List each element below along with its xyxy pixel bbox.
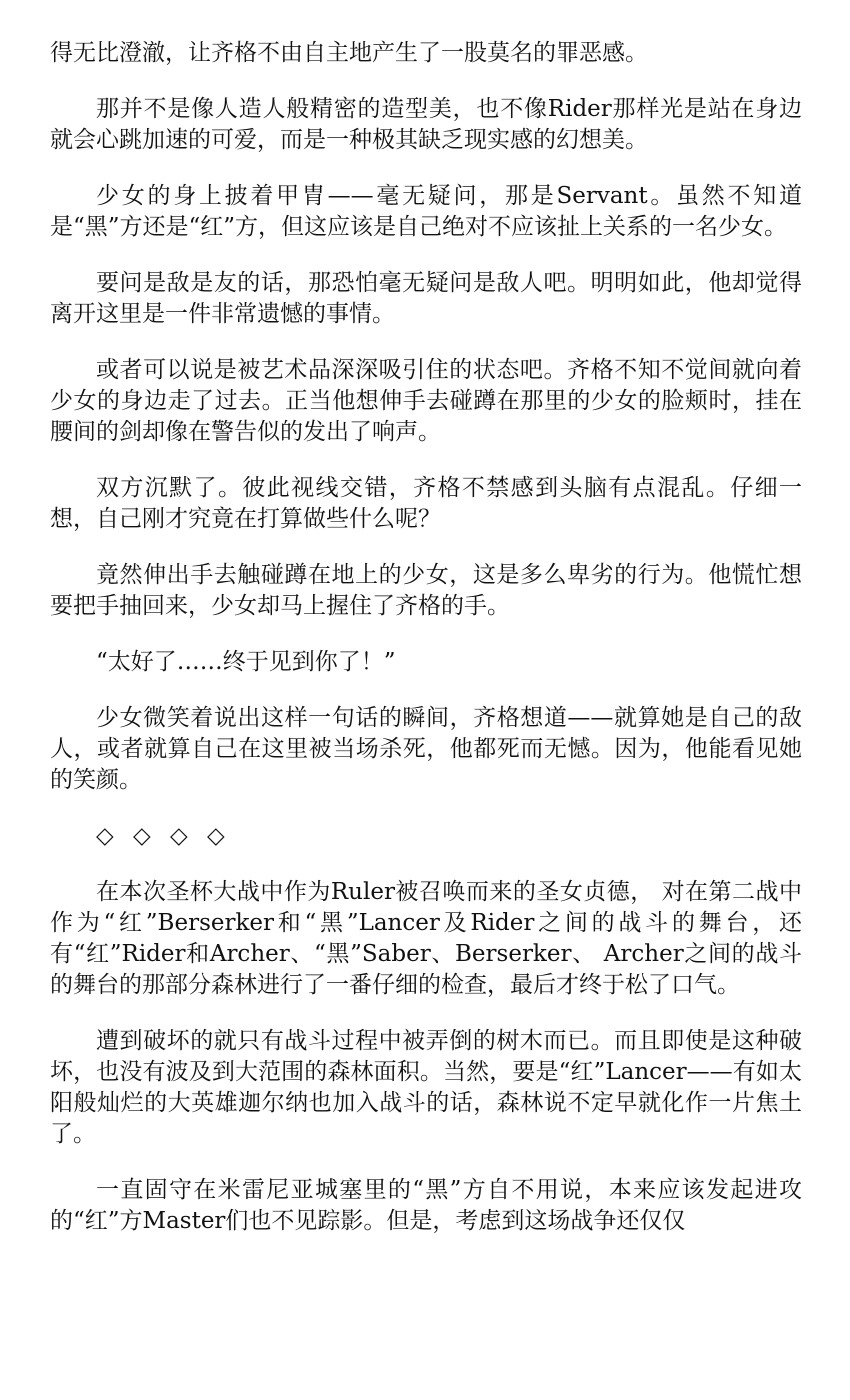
dialogue-line: “太好了……终于见到你了！” xyxy=(96,649,396,675)
paragraph: 在本次圣杯大战中作为Ruler被召唤而来的圣女贞德， 对在第二战中作为“红”Berserker和“黑”Lancer及Rider之间的战斗的舞台，还有“红”Rider和Archer、“黑”Saber、Berserker、 Archer之间的战斗的舞台的那部分森林进行了一番仔细的检查，最后才终于松了口气。 xyxy=(50,879,802,998)
paragraph: 遭到破坏的就只有战斗过程中被弄倒的树木而已。而且即使是这种破坏，也没有波及到大范围的森林面积。当然，要是“红”Lancer——有如太阳般灿烂的大英雄迦尔纳也加入战斗的话，森林说不定早就化作一片焦土了。 xyxy=(50,1028,802,1147)
paragraph: 一直固守在米雷尼亚城塞里的“黑”方自不用说，本来应该发起进攻的“红”方Master们也不见踪影。但是，考虑到这场战争还仅仅 xyxy=(50,1177,802,1234)
paragraph: 双方沉默了。彼此视线交错，齐格不禁感到头脑有点混乱。仔细一想，自己刚才究竟在打算做些什么呢？ xyxy=(50,475,802,532)
paragraph-continued: 得无比澄澈，让齐格不由自主地产生了一股莫名的罪恶感。 xyxy=(50,40,648,66)
paragraph: 少女的身上披着甲胄——毫无疑问，那是Servant。虽然不知道是“黑”方还是“红”方，但这应该是自己绝对不应该扯上关系的一名少女。 xyxy=(50,183,802,240)
book-page xyxy=(50,38,802,1262)
paragraph: 少女微笑着说出这样一句话的瞬间，齐格想道——就算她是自己的敌人，或者就算自己在这里被当场杀死，他都死而无憾。因为，他能看见她的笑颜。 xyxy=(50,705,802,793)
paragraph: 或者可以说是被艺术品深深吸引住的状态吧。齐格不知不觉间就向着少女的身边走了过去。正当他想伸手去碰蹲在那里的少女的脸颊时，挂在腰间的剑却像在警告似的发出了响声。 xyxy=(50,357,802,445)
paragraph: 要问是敌是友的话，那恐怕毫无疑问是敌人吧。明明如此，他却觉得离开这里是一件非常遗憾的事情。 xyxy=(50,270,802,327)
paragraph: 竟然伸出手去触碰蹲在地上的少女，这是多么卑劣的行为。他慌忙想要把手抽回来，少女却马上握住了齐格的手。 xyxy=(50,562,802,619)
paragraph: 那并不是像人造人般精密的造型美，也不像Rider那样光是站在身边就会心跳加速的可爱，而是一种极其缺乏现实感的幻想美。 xyxy=(50,96,802,153)
scene-break-separator: ◇ ◇ ◇ ◇ xyxy=(96,823,231,849)
